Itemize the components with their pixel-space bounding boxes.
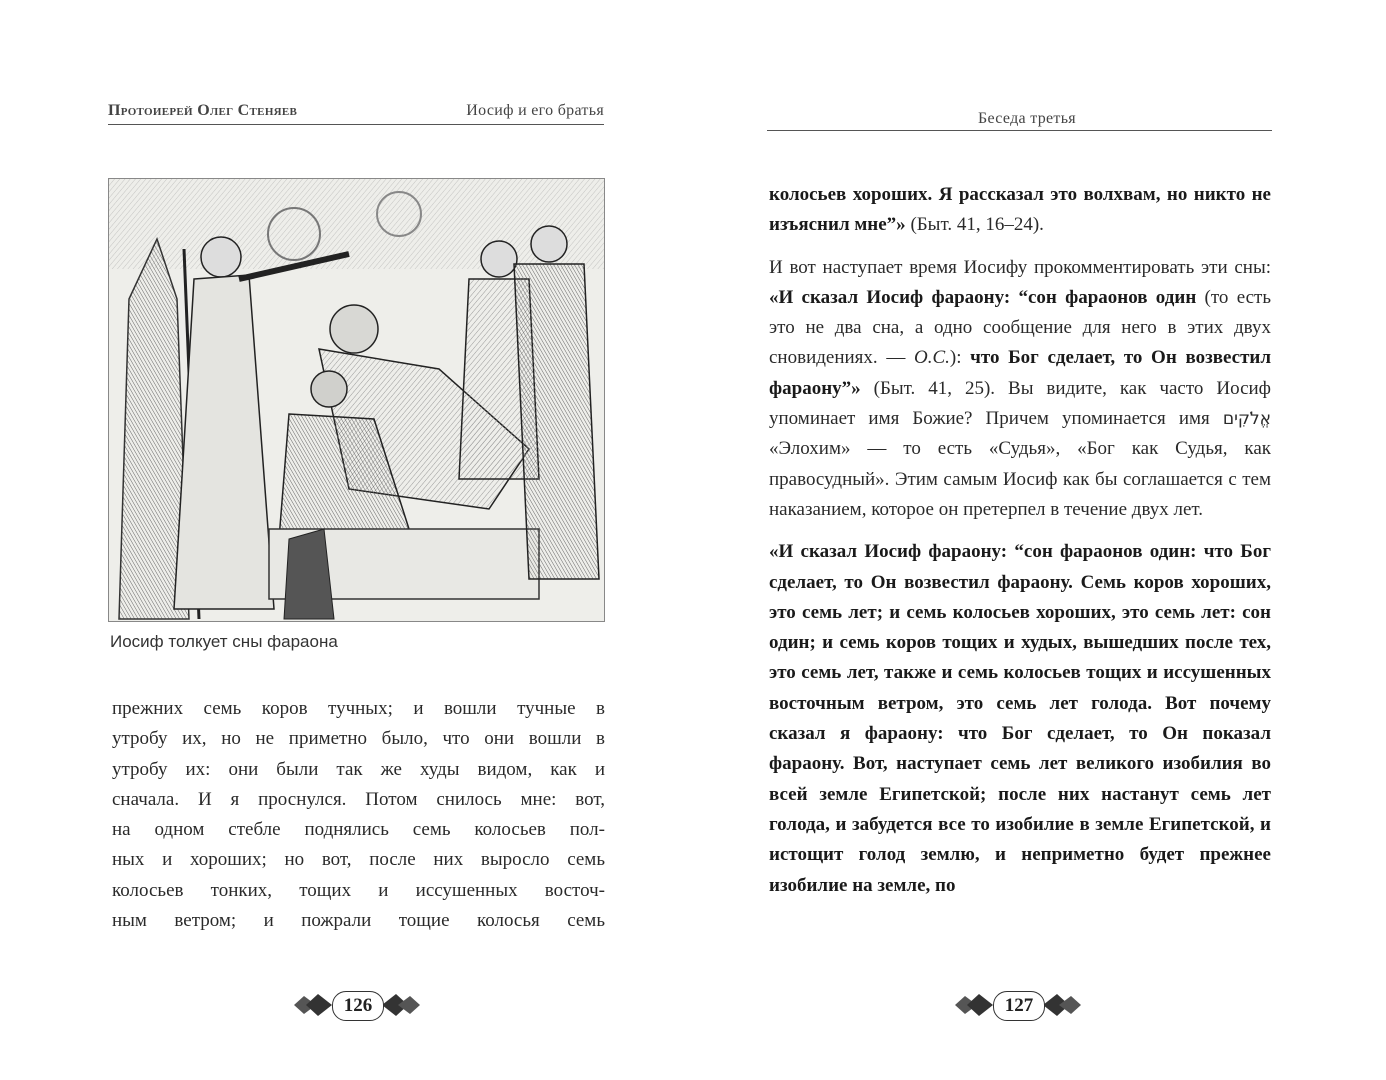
right-page <box>705 0 1386 1080</box>
paragraph <box>769 253 1271 526</box>
running-head-chapter: Беседа третья <box>978 110 1076 127</box>
text-line: колосьев тонких, тощих и иссушенных восточ- <box>112 879 605 901</box>
text-line: утробу их: они были так же худы видом, как и <box>112 758 605 780</box>
running-head-title: Иосиф и его братья <box>466 102 604 119</box>
text-span: (Быт. 41, 25). Вы видите, как часто Иосиф упоминает имя Божие? Причем упоминается имя <box>769 377 1271 430</box>
text-span: И вот наступает время Иосифу прокомментировать эти сны: <box>769 256 1271 278</box>
quote-text: колосьев хороших. Я рассказал это волхвам, но никто не изъяснил мне”» <box>769 184 1271 236</box>
header-rule <box>767 130 1272 131</box>
quote-text: «И сказал Иосиф фараону: “сон фараонов один: что Бог сделает, то Он возвестил фараону. Семь коров хороших, это семь лет; и семь колосьев хороших, это семь лет: сон один; и семь коров тощих и худых, вышедших после тех, это семь лет, также и семь колосьев тощих и иссушенных восточным ветром, это семь лет голода. Вот почему сказал я фараону: что Бог сделает, то Он показал фараону. Вот, наступает семь лет великого изобилия во всей земле Египетской; после них настанут семь лет голода, и забудется все то изобилие в земле Египетской, и истощит голод землю, и неприметно будет прежнее изобилие на земле, по <box>769 541 1271 896</box>
hebrew-word: אֱלֹקִים <box>1222 409 1271 430</box>
page-number-ornament <box>953 988 1083 1022</box>
header-rule <box>108 124 604 125</box>
page-number: 126 <box>332 991 384 1021</box>
engraving-image <box>109 179 604 621</box>
author-initials: О.С. <box>913 347 950 369</box>
figure-caption: Иосиф толкует сны фараона <box>110 632 338 651</box>
left-page <box>0 0 660 1080</box>
text-span: ): <box>949 347 971 369</box>
running-head-author: Протоиерей Олег Стеняев <box>108 102 298 119</box>
engraving-illustration <box>108 178 605 622</box>
left-body-text <box>112 694 605 936</box>
text-line: ным ветром; и пожрали тощие колосья семь <box>112 910 605 932</box>
quote-text: что Бог сделает, то Он возвестил фараону”» <box>769 347 1272 399</box>
text-span: «Элохим» — то есть «Судья», «Бог как Судья, как правосудный». Этим самым Иосиф как бы соглашается с тем наказанием, которое он претерпел в течение двух лет. <box>769 438 1271 520</box>
paragraph <box>769 537 1271 901</box>
quote-text: «И сказал Иосиф фараону: “сон фараонов один <box>769 286 1197 308</box>
right-body-text <box>769 180 1271 901</box>
page-number-ornament <box>292 988 422 1022</box>
text-line: утробу их, но не приметно было, что они вошли в <box>112 728 605 750</box>
scripture-ref: (Быт. 41, 16–24). <box>905 214 1044 236</box>
text-line: прежних семь коров тучных; и вошли тучные в <box>112 698 605 719</box>
paragraph <box>769 180 1271 241</box>
text-line: ных и хороших; но вот, после них выросло семь <box>112 849 605 871</box>
page-number: 127 <box>993 991 1045 1021</box>
text-line: сначала. И я проснулся. Потом снилось мне: вот, <box>112 788 605 810</box>
text-span: (то есть это не два сна, а одно сообщение для него в этих двух сновидениях. — <box>769 286 1272 369</box>
text-line: на одном стебле поднялись семь колосьев пол- <box>112 819 605 841</box>
